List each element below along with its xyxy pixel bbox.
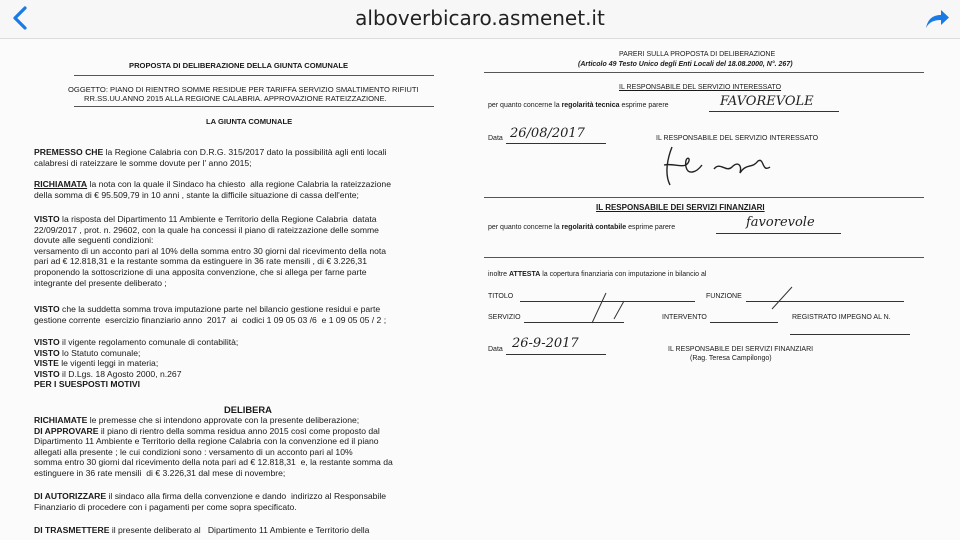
trasmettere-paragraph: DI TRASMETTERE il presente deliberato al Dipartimento 11 Ambiente e Territorio della bbox=[34, 525, 370, 535]
regolarita-contabile-text: per quanto concerne la regolarità contabile esprime parere bbox=[488, 224, 676, 231]
giunta-heading: LA GIUNTA COMUNALE bbox=[206, 117, 293, 126]
proposal-title: PROPOSTA DI DELIBERAZIONE DELLA GIUNTA COMUNALE bbox=[129, 61, 349, 70]
pareri-heading: PARERI SULLA PROPOSTA DI DELIBERAZIONE bbox=[619, 51, 776, 58]
titolo-label: TITOLO bbox=[488, 293, 514, 300]
signature-1 bbox=[654, 143, 794, 191]
handwritten-favorevole-2: favorevole bbox=[746, 215, 815, 230]
strike-marks bbox=[564, 283, 824, 331]
oggetto-line-2: RR.SS.UU.ANNO 2015 ALLA REGIONE CALABRIA. APPROVAZIONE RATEIZZAZIONE. bbox=[84, 94, 387, 103]
share-arrow-icon[interactable] bbox=[924, 8, 950, 30]
resp-interessato-signature-label: IL RESPONSABILE DEL SERVIZIO INTERESSATO bbox=[656, 135, 819, 142]
data-label-2: Data bbox=[488, 346, 503, 353]
handwritten-date-2: 26-9-2017 bbox=[512, 336, 579, 351]
intervento-label: INTERVENTO bbox=[662, 314, 707, 321]
registrato-label: REGISTRATO IMPEGNO AL N. bbox=[792, 314, 891, 321]
delibera-heading: DELIBERA bbox=[224, 404, 272, 415]
attesta-text: inoltre ATTESTA la copertura finanziaria con imputazione in bilancio al bbox=[488, 271, 707, 278]
visto-imputazione-paragraph: VISTO che la suddetta somma trova imputazione parte nel bilancio gestione residui e parte gestione corrente esercizio finanziario anno 2017 ai codici 1 09 05 03 /6 e 1 09 05 05 / 2 ; bbox=[34, 304, 387, 325]
document-page bbox=[0, 39, 960, 540]
delibera-body: RICHIAMATE le premesse che si intendono approvate con la presente deliberazione; DI APPROVARE il piano di rientro della somma residua anno 2015 così come proposto dal Dipartimento 11 Ambiente e Territorio della regione Calabria con la convenzione ed il piano allegati alla presente ; le cui condizioni sono : versamento di un acconto pari al 10% somma entro 30 giorni dal ricevimento della nota pari ad € 12.818,31 e, la restante somma da estinguere in 36 rate mensili di € 3.226,31 dal mese di novembre; bbox=[34, 415, 393, 478]
visti-list: VISTO il vigente regolamento comunale di contabilità; VISTO lo Statuto comunale; VISTE le vigenti leggi in materia; VISTO il D.Lgs. 18 Agosto 2000, n.267 PER I SUESPOSTI MOTIVI bbox=[34, 337, 239, 390]
oggetto-line-1: OGGETTO: PIANO DI RIENTRO SOMME RESIDUE PER TARIFFA SERVIZIO SMALTIMENTO RIFIUTI bbox=[68, 85, 419, 94]
premesso-paragraph: PREMESSO CHE la Regione Calabria con D.R.G. 315/2017 dato la possibilità agli enti locali calabresi di rateizzare le somme dovute per l' anno 2015; bbox=[34, 147, 387, 168]
funzione-label: FUNZIONE bbox=[706, 293, 742, 300]
servizio-label: SERVIZIO bbox=[488, 314, 521, 321]
data-label-1: Data bbox=[488, 135, 503, 142]
handwritten-favorevole: FAVOREVOLE bbox=[720, 94, 814, 109]
address-bar-url[interactable]: alboverbicaro.asmenet.it bbox=[355, 6, 605, 30]
handwritten-date-1: 26/08/2017 bbox=[510, 126, 585, 141]
resp-interessato-label: IL RESPONSABILE DEL SERVIZIO INTERESSATO bbox=[619, 84, 782, 91]
resp-finanziari-heading: IL RESPONSABILE DEI SERVIZI FINANZIARI bbox=[596, 203, 765, 212]
regolarita-tecnica-text: per quanto concerne la regolarità tecnica esprime parere bbox=[488, 102, 669, 109]
autorizzare-paragraph: DI AUTORIZZARE il sindaco alla firma della convenzione e dando indirizzo al Responsabile Finanziario di procedere con i pagamenti per come sopra specificato. bbox=[34, 491, 387, 512]
resp-finanziari-name: (Rag. Teresa Campilongo) bbox=[690, 355, 772, 362]
browser-toolbar bbox=[0, 0, 960, 39]
visto-dipartimento-paragraph: VISTO la risposta del Dipartimento 11 Ambiente e Territorio della Regione Calabria datata 22/09/2017 , prot. n. 29602, con la quale ha concessi il piano di rateizzazione delle somme dovute alle seguenti condizioni: versamento di un acconto pari al 10% della somma entro 30 giorni dal ricevimento della nota pari ad € 12.818,31 e la restante somma da estinguere in 36 rate mensili , di € 3.226,31 proponendo la sottoscrizione di una apposita convenzione, che si allega per farne parte integrante del presente deliberato ; bbox=[34, 214, 387, 288]
pareri-subheading: (Articolo 49 Testo Unico degli Enti Locali del 18.08.2000, N°. 267) bbox=[578, 61, 793, 68]
resp-finanziari-signature-label: IL RESPONSABILE DEI SERVIZI FINANZIARI bbox=[668, 346, 814, 353]
richiamata-paragraph: RICHIAMATA la nota con la quale il Sindaco ha chiesto alla regione Calabria la rateizzazione della somma di € 95.509,79 in 10 anni , stante la difficile situazione di cassa dell'ente; bbox=[34, 179, 391, 200]
